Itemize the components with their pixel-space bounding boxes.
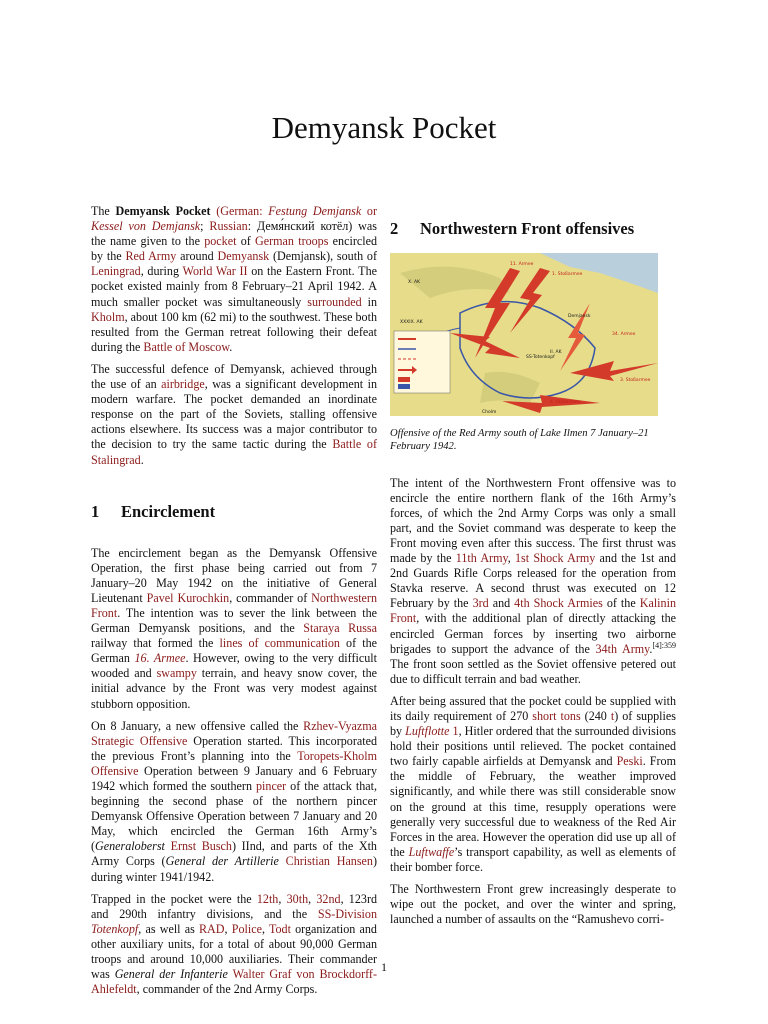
wiki-link[interactable]: SS-Division	[317, 906, 377, 921]
wiki-link[interactable]: Pavel Kurochkin	[146, 590, 230, 605]
text-run: , was a significant development in modern warfare. The pocket demanded an inordinate response on the part of the Soviets, stalling offensive actions elsewhere. Its success was a major contributor to the decision to try the same tactic during the	[91, 377, 377, 452]
encirclement-paragraph-3	[91, 892, 377, 998]
wiki-link[interactable]: Ernst Busch	[170, 839, 232, 854]
text-run: , about 100 km (62 mi) to the southwest. These both resulted from the German retreat following their defeat during the	[91, 309, 377, 354]
wiki-link[interactable]: 1st Shock Army	[515, 551, 596, 566]
text-run: , with the additional plan of directly attacking the encircled German forces by inserting two airborne brigades to support the advance of the	[390, 611, 676, 656]
text-run: General der Artillerie	[165, 854, 279, 869]
wiki-link[interactable]: RAD	[198, 921, 225, 936]
text-run: Generaloberst	[95, 839, 165, 854]
wiki-link[interactable]: Battle of Stalingrad	[91, 437, 377, 467]
intro-paragraph-2	[91, 362, 377, 468]
text-run: of the	[602, 596, 640, 611]
text-run: The intent of the Northwestern Front offensive was to encircle the entire northern flank of the 16th Army’s forces, of which the 2nd Army Corps was only a small part, and the Soviet command was desperate to keep the Front moving even after this success. The first thrust was made by the	[390, 475, 676, 566]
citation-ref[interactable]: [4]:359	[652, 640, 676, 650]
text-run: The Northwestern Front grew increasingly desperate to wipe out the pocket, and over the winter and spring, launched a number of assaults on the “Ramushevo corri-	[390, 882, 676, 927]
northwestern-paragraph-2	[390, 694, 676, 875]
wiki-link[interactable]: Staraya Russa	[303, 621, 377, 636]
offensive-map-image[interactable]	[390, 253, 658, 416]
wiki-link[interactable]: Toropets-Kholm Offensive	[91, 748, 377, 778]
wiki-link[interactable]: Kalinin Front	[390, 596, 676, 626]
text-run: Operation between 9 January and 6 February 1942 which formed the southern	[91, 763, 377, 793]
wiki-link[interactable]: Festung Demjansk	[268, 204, 362, 218]
text-run: , commander of the 2nd Army Corps.	[136, 982, 318, 997]
wiki-link[interactable]: 32nd	[316, 891, 341, 906]
wiki-link[interactable]: 11th Army	[455, 551, 508, 566]
text-run: ;	[200, 219, 210, 234]
wiki-link[interactable]: short tons	[532, 709, 581, 723]
text-run: railway that formed the	[91, 636, 220, 651]
wiki-link[interactable]: Luftwaffe	[408, 844, 455, 859]
wiki-link[interactable]: 34th Army	[595, 641, 650, 656]
text-run: of	[236, 234, 256, 249]
wiki-link[interactable]: Christian Hansen	[285, 854, 373, 869]
wiki-link[interactable]: World War II	[182, 264, 248, 279]
text-run: ) IInd, and parts of the Xth Army Corps (	[91, 839, 377, 869]
wiki-link[interactable]: pocket	[204, 234, 237, 249]
wiki-link[interactable]: 3rd	[472, 596, 489, 611]
map-label-3-shock-army: 3. Stoßarmee	[620, 378, 651, 383]
right-column	[390, 219, 676, 934]
text-run: . The intention was to sever the link between the German Demyansk positions, and the	[91, 605, 377, 636]
text-run: Operation started. This incorporated the previous Front’s planning into the	[91, 733, 377, 763]
wiki-link[interactable]: Totenkopf	[91, 921, 139, 936]
map-label-kholm: Cholm	[482, 410, 497, 415]
encirclement-paragraph-1	[91, 546, 377, 712]
text-run: (240	[580, 709, 611, 723]
text-run: of the attack that, beginning the second phase of the northern pincer Demyansk Offensive Operation between 7 January and 20 May, which encircled the German 16th Army’s (	[91, 779, 377, 854]
map-label-4-shock-army: 4. Stoßarmee	[550, 400, 581, 405]
wiki-link[interactable]: or	[361, 204, 378, 218]
wiki-link[interactable]: swampy	[156, 666, 197, 681]
wiki-link[interactable]: 12th	[256, 891, 279, 906]
text-run: .	[229, 339, 233, 354]
map-label-1-shock-army: 1. Stoßarmee	[552, 272, 583, 277]
text-run: The	[91, 204, 116, 218]
section-title: Northwestern Front offensives	[420, 219, 635, 238]
text-run: in	[361, 294, 377, 309]
text-run: and the 1st and 2nd Guards Rifle Corps released for the operation from Stavka reserve. A second thrust was executed on 12 February by the	[390, 551, 677, 611]
map-label-xxxix-ak: XXXIX. AK	[400, 320, 423, 325]
wiki-link[interactable]: 4th Shock Armies	[514, 596, 603, 611]
text-run: : Демя́нский котёл) was the name given to the	[91, 219, 377, 249]
wiki-link[interactable]: Todt	[268, 921, 291, 936]
northwestern-paragraph-1	[390, 476, 676, 687]
wiki-link[interactable]: Russian	[209, 219, 248, 234]
page-number: 1	[381, 960, 387, 974]
text-run: ,	[507, 551, 515, 566]
text-run: ,	[261, 921, 269, 936]
wiki-link[interactable]: Red Army	[125, 249, 177, 264]
wiki-link[interactable]: 30th	[286, 891, 309, 906]
wiki-link[interactable]: pincer	[255, 779, 287, 793]
map-label-totenkopf: SS-Totenkopf	[526, 355, 555, 360]
wiki-link[interactable]: 1	[449, 724, 459, 739]
text-run: .	[649, 641, 653, 656]
text-run: , as well as	[138, 921, 199, 936]
map-label-demjansk: Demjansk	[568, 314, 591, 319]
map-label-ii-ak: II. AK	[550, 350, 562, 355]
wiki-link[interactable]: Police	[231, 921, 262, 936]
text-run: The encirclement began as the Demyansk Offensive Operation, the first phase being carried out from 7 January–20 May 1942 on the initiative of General Lieutenant	[91, 545, 377, 605]
figure	[390, 253, 676, 454]
wiki-link[interactable]: t	[610, 709, 615, 723]
text-run: on the Eastern Front. The pocket existed mainly from 8 February–21 April 1942. A much smaller pocket was simultaneously	[91, 264, 377, 309]
text-run: encircled by the	[91, 234, 377, 264]
wiki-link[interactable]: Kholm	[91, 309, 125, 324]
section-title: Encirclement	[121, 501, 216, 521]
wiki-link[interactable]: :	[259, 204, 269, 218]
text-run: ,	[224, 921, 232, 936]
text-run: , during	[140, 264, 183, 279]
encirclement-paragraph-2	[91, 719, 377, 885]
text-run: of the German	[91, 636, 377, 666]
intro-paragraph-1	[91, 204, 377, 355]
section-number: 2	[390, 219, 399, 238]
wiki-link[interactable]: Northwestern Front	[91, 590, 377, 620]
wiki-link[interactable]: Demyansk	[217, 249, 270, 264]
text-run: and	[488, 596, 515, 611]
figure-caption: Offensive of the Red Army south of Lake Ilmen 7 January–21 February 1942.	[390, 428, 649, 453]
wiki-link[interactable]: Peski	[616, 754, 643, 769]
left-column	[91, 204, 377, 1004]
text-run: The successful defence of Demyansk, achieved through the use of an	[91, 361, 377, 392]
wiki-link[interactable]: Battle of Moscow	[143, 339, 230, 354]
wiki-link[interactable]: (	[216, 204, 221, 218]
text-run: ,	[278, 891, 287, 906]
text-run: .	[140, 452, 144, 467]
text-run: , 123rd and 290th infantry divisions, and the	[91, 891, 378, 921]
text-run: , Hitler ordered that the surrounded divisions hold their positions until relieved. The pocket contained two fairly capable airfields at Demyansk and	[390, 724, 676, 769]
wiki-link[interactable]: German troops	[255, 234, 329, 249]
text-run: General der Infanterie	[114, 967, 228, 982]
section-number: 1	[91, 501, 100, 521]
text-run: ) of supplies by	[390, 709, 676, 739]
page-title: Demyansk Pocket	[271, 110, 497, 145]
text-run: ’s transport capability, as well as elements of their bomber force.	[390, 844, 676, 874]
wiki-link[interactable]: Kessel von Demjansk	[91, 219, 201, 234]
wiki-link[interactable]: Rzhev-Vyazma Strategic Offensive	[91, 718, 377, 748]
map-label-x-ak: X. AK	[408, 280, 420, 285]
text-run: ,	[308, 891, 317, 906]
wiki-link[interactable]: 16. Armee	[134, 651, 186, 666]
text-run: around	[176, 249, 218, 264]
wiki-link[interactable]: airbridge	[161, 377, 205, 392]
northwestern-paragraph-3	[390, 882, 676, 927]
text-run: . However, owing to the very difficult wooded and	[91, 651, 377, 681]
text-run: (Demjansk), south of	[269, 249, 377, 264]
wiki-link[interactable]: Walter Graf von Brockdorff-Ahlefeldt	[91, 967, 377, 997]
map-label-34-army: 34. Armee	[612, 332, 636, 337]
text-run: terrain, and heavy snow cover, the initial advance by the Front was very modest against stubborn opposition.	[91, 666, 377, 711]
wiki-link[interactable]: Leningrad	[91, 264, 141, 279]
wiki-link[interactable]: surrounded	[307, 294, 362, 309]
text-run: organization and other auxiliary units, for a total of about 90,000 German troops and around 10,000 auxiliaries. Their commander was	[91, 921, 377, 982]
wiki-link[interactable]: German	[220, 204, 260, 218]
text-run: Demyansk Pocket	[115, 204, 211, 218]
wiki-link[interactable]: lines of communication	[219, 636, 340, 651]
text-run: . From the middle of February, the weather improved significantly, and while there was still considerable snow on the ground at this time, resupply operations were generally very successful due to weakness of the Red Air Forces in the area. However the operation did use up all of the	[390, 754, 676, 859]
text-run	[279, 854, 286, 868]
text-run: On 8 January, a new offensive called the	[91, 718, 304, 733]
section-heading-encirclement	[91, 502, 377, 522]
text-run: Trapped in the pocket were the	[91, 891, 257, 906]
wiki-link[interactable]: Luftflotte	[405, 724, 450, 739]
text-run: ) during winter 1941/1942.	[91, 854, 378, 884]
text-run: , commander of	[229, 590, 312, 605]
text-run: The front soon settled as the Soviet offensive petered out due to difficult terrain and bad weather.	[390, 656, 676, 686]
map-label-11-army: 11. Armee	[510, 262, 534, 267]
section-heading-northwestern-front	[390, 219, 676, 239]
text-run: After being assured that the pocket could be supplied with its daily requirement of 270	[390, 693, 676, 723]
